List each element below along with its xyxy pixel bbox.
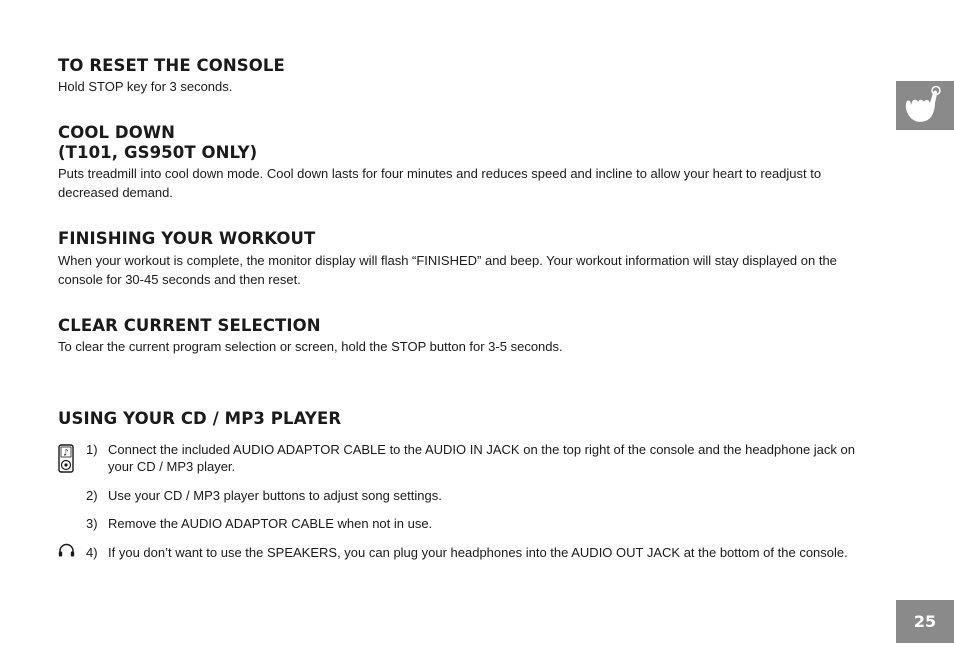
list-item-text: Connect the included AUDIO ADAPTOR CABLE to the AUDIO IN JACK on the top right of the console and the headphone jack on your CD / MP3 player. xyxy=(108,442,855,474)
hand-pointing-icon xyxy=(896,81,954,130)
clear-text: To clear the current program selection or screen, hold the STOP button for 3-5 seconds. xyxy=(58,339,563,354)
list-item-number: 2) xyxy=(86,488,98,503)
section-tab xyxy=(896,81,954,130)
svg-text:♪: ♪ xyxy=(63,448,69,459)
mp3-player-icon xyxy=(58,444,74,473)
page-number: 25 xyxy=(913,612,937,631)
reset-heading: TO RESET THE CONSOLE xyxy=(58,56,285,75)
reset-text: Hold STOP key for 3 seconds. xyxy=(58,79,233,94)
finishing-text: When your workout is complete, the monitor display will flash “FINISHED” and beep. Your workout information will stay displayed on the console for 30-45 seconds and then reset. xyxy=(58,253,837,287)
clear-heading: CLEAR CURRENT SELECTION xyxy=(58,316,321,335)
list-item-number: 1) xyxy=(86,442,98,457)
list-item-text: Use your CD / MP3 player buttons to adjust song settings. xyxy=(108,488,442,503)
headphones-icon xyxy=(58,543,75,557)
cooldown-heading-models: (T101, GS950T ONLY) xyxy=(58,143,258,162)
list-item-number: 3) xyxy=(86,516,98,531)
list-item-text: Remove the AUDIO ADAPTOR CABLE when not in use. xyxy=(108,516,433,531)
list-item-text: If you don’t want to use the SPEAKERS, you can plug your headphones into the AUDIO OUT JACK at the bottom of the console. xyxy=(108,545,848,560)
cooldown-text: Puts treadmill into cool down mode. Cool down lasts for four minutes and reduces speed and incline to allow your heart to readjust to decreased demand. xyxy=(58,166,822,200)
page-number-tab xyxy=(896,600,954,643)
player-heading: USING YOUR CD / MP3 PLAYER xyxy=(58,409,342,428)
list-item-number: 4) xyxy=(86,545,98,560)
cooldown-heading: COOL DOWN xyxy=(58,123,176,142)
finishing-heading: FINISHING YOUR WORKOUT xyxy=(58,229,316,248)
